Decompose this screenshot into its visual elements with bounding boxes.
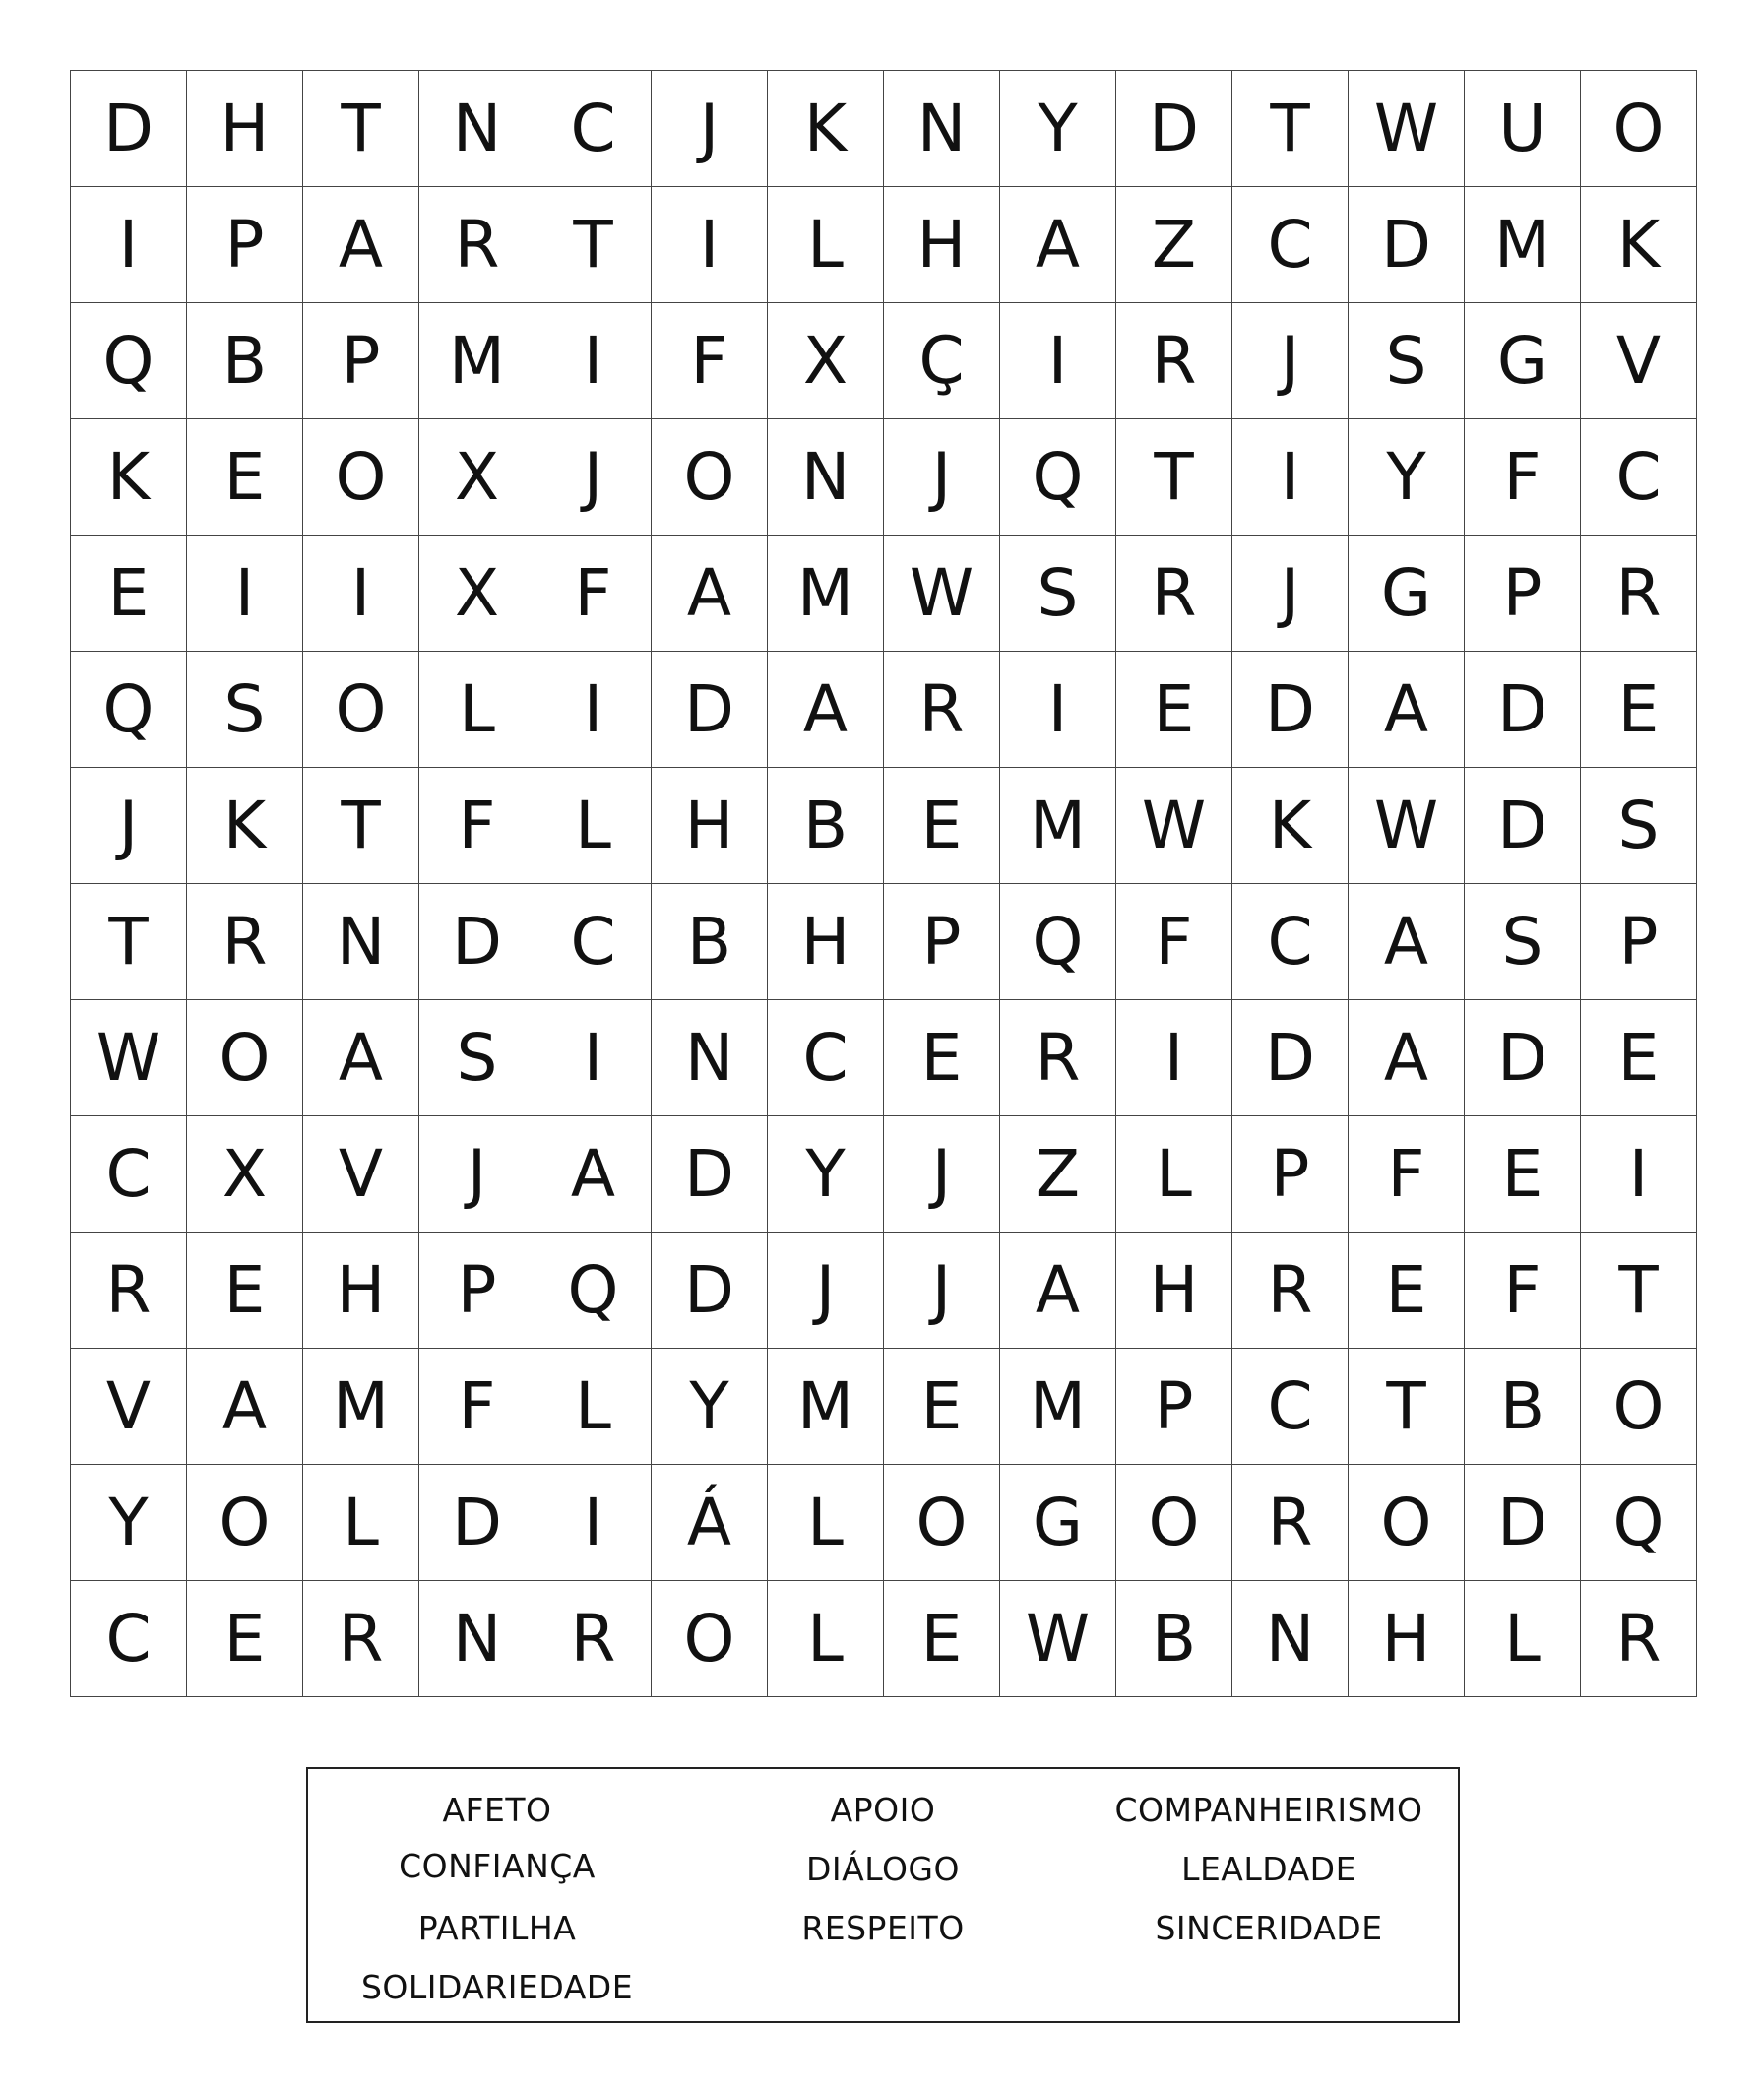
- grid-cell[interactable]: D: [1232, 652, 1349, 768]
- grid-cell[interactable]: N: [884, 71, 1000, 187]
- grid-cell[interactable]: N: [419, 1581, 536, 1697]
- grid-cell[interactable]: E: [1116, 652, 1232, 768]
- grid-cell[interactable]: K: [768, 71, 884, 187]
- grid-cell[interactable]: A: [187, 1349, 303, 1465]
- grid-cell[interactable]: O: [884, 1465, 1000, 1581]
- grid-cell[interactable]: G: [1000, 1465, 1116, 1581]
- grid-cell[interactable]: Y: [71, 1465, 187, 1581]
- word-apoio: APOIO: [830, 1791, 936, 1829]
- grid-cell[interactable]: J: [884, 1116, 1000, 1233]
- grid-cell[interactable]: A: [1349, 652, 1465, 768]
- grid-cell[interactable]: A: [1349, 884, 1465, 1000]
- grid-cell[interactable]: W: [1116, 768, 1232, 884]
- grid-cell[interactable]: C: [536, 71, 652, 187]
- grid-cell[interactable]: K: [1232, 768, 1349, 884]
- grid-cell[interactable]: I: [652, 187, 768, 303]
- grid-cell[interactable]: A: [536, 1116, 652, 1233]
- grid-cell[interactable]: I: [303, 536, 419, 652]
- grid-cell[interactable]: S: [1349, 303, 1465, 419]
- grid-cell[interactable]: I: [187, 536, 303, 652]
- grid-cell[interactable]: P: [1465, 536, 1581, 652]
- grid-cell[interactable]: Y: [1000, 71, 1116, 187]
- grid-cell[interactable]: V: [1581, 303, 1697, 419]
- grid-cell[interactable]: F: [1465, 419, 1581, 536]
- grid-cell[interactable]: R: [884, 652, 1000, 768]
- grid-cell[interactable]: H: [303, 1233, 419, 1349]
- grid-cell[interactable]: L: [303, 1465, 419, 1581]
- word-solidariedade: SOLIDARIEDADE: [360, 1968, 634, 2006]
- grid-cell[interactable]: A: [303, 1000, 419, 1116]
- grid-cell[interactable]: X: [187, 1116, 303, 1233]
- grid-cell[interactable]: T: [71, 884, 187, 1000]
- grid-cell[interactable]: B: [1116, 1581, 1232, 1697]
- grid-cell[interactable]: T: [1581, 1233, 1697, 1349]
- grid-cell[interactable]: H: [1349, 1581, 1465, 1697]
- grid-cell[interactable]: N: [652, 1000, 768, 1116]
- grid-cell[interactable]: C: [1232, 187, 1349, 303]
- grid-cell[interactable]: R: [1581, 536, 1697, 652]
- grid-cell[interactable]: A: [652, 536, 768, 652]
- grid-cell[interactable]: J: [71, 768, 187, 884]
- grid-cell[interactable]: N: [1232, 1581, 1349, 1697]
- grid-cell[interactable]: Y: [652, 1349, 768, 1465]
- grid-cell[interactable]: D: [71, 71, 187, 187]
- grid-cell[interactable]: T: [303, 768, 419, 884]
- grid-cell[interactable]: E: [71, 536, 187, 652]
- grid-cell[interactable]: I: [1116, 1000, 1232, 1116]
- grid-cell[interactable]: W: [884, 536, 1000, 652]
- grid-cell[interactable]: F: [1465, 1233, 1581, 1349]
- word-dialogo: DIÁLOGO: [806, 1850, 960, 1888]
- grid-cell[interactable]: I: [71, 187, 187, 303]
- grid-cell[interactable]: D: [1116, 71, 1232, 187]
- grid-cell[interactable]: R: [1581, 1581, 1697, 1697]
- grid-cell[interactable]: B: [187, 303, 303, 419]
- grid-cell[interactable]: T: [303, 71, 419, 187]
- grid-cell[interactable]: E: [187, 419, 303, 536]
- grid-cell[interactable]: M: [1465, 187, 1581, 303]
- grid-cell[interactable]: J: [1232, 536, 1349, 652]
- grid-cell[interactable]: B: [768, 768, 884, 884]
- grid-cell[interactable]: Q: [1000, 884, 1116, 1000]
- grid-cell[interactable]: E: [1581, 1000, 1697, 1116]
- grid-cell[interactable]: D: [1465, 1465, 1581, 1581]
- grid-cell[interactable]: M: [768, 536, 884, 652]
- grid-cell[interactable]: V: [71, 1349, 187, 1465]
- grid-cell[interactable]: E: [1349, 1233, 1465, 1349]
- grid-cell[interactable]: M: [1000, 768, 1116, 884]
- grid-cell[interactable]: O: [652, 419, 768, 536]
- word-partilha: PARTILHA: [417, 1909, 577, 1947]
- grid-cell[interactable]: D: [652, 652, 768, 768]
- grid-cell[interactable]: F: [1349, 1116, 1465, 1233]
- grid-cell[interactable]: X: [768, 303, 884, 419]
- word-respeito: RESPEITO: [801, 1909, 965, 1947]
- grid-cell[interactable]: R: [1116, 536, 1232, 652]
- grid-cell[interactable]: F: [652, 303, 768, 419]
- grid-cell[interactable]: A: [1000, 1233, 1116, 1349]
- grid-cell[interactable]: V: [303, 1116, 419, 1233]
- grid-cell[interactable]: L: [768, 1581, 884, 1697]
- grid-cell[interactable]: O: [187, 1465, 303, 1581]
- word-search-grid: [70, 70, 1697, 1697]
- grid-cell[interactable]: H: [884, 187, 1000, 303]
- grid-cell[interactable]: F: [419, 1349, 536, 1465]
- grid-cell[interactable]: W: [1349, 71, 1465, 187]
- grid-cell[interactable]: I: [536, 652, 652, 768]
- grid-cell[interactable]: A: [1349, 1000, 1465, 1116]
- grid-cell[interactable]: N: [768, 419, 884, 536]
- word-list-box: [306, 1767, 1460, 2023]
- grid-cell[interactable]: I: [1000, 303, 1116, 419]
- grid-cell[interactable]: C: [71, 1581, 187, 1697]
- grid-cell[interactable]: I: [1232, 419, 1349, 536]
- grid-cell[interactable]: N: [419, 71, 536, 187]
- grid-cell[interactable]: L: [536, 768, 652, 884]
- grid-cell[interactable]: T: [1349, 1349, 1465, 1465]
- grid-cell[interactable]: L: [1465, 1581, 1581, 1697]
- grid-cell[interactable]: S: [1581, 768, 1697, 884]
- grid-cell[interactable]: K: [71, 419, 187, 536]
- grid-cell[interactable]: K: [187, 768, 303, 884]
- grid-cell[interactable]: R: [419, 187, 536, 303]
- grid-cell[interactable]: D: [652, 1233, 768, 1349]
- grid-cell[interactable]: S: [187, 652, 303, 768]
- grid-cell[interactable]: C: [1232, 884, 1349, 1000]
- grid-cell[interactable]: H: [768, 884, 884, 1000]
- grid-cell[interactable]: J: [1232, 303, 1349, 419]
- grid-cell[interactable]: O: [1581, 71, 1697, 187]
- grid-cell[interactable]: G: [1465, 303, 1581, 419]
- grid-cell[interactable]: D: [1232, 1000, 1349, 1116]
- grid-cell[interactable]: T: [1116, 419, 1232, 536]
- grid-cell[interactable]: C: [1581, 419, 1697, 536]
- grid-cell[interactable]: R: [303, 1581, 419, 1697]
- grid-cell[interactable]: E: [884, 1581, 1000, 1697]
- grid-cell[interactable]: P: [1116, 1349, 1232, 1465]
- grid-cell[interactable]: O: [1349, 1465, 1465, 1581]
- grid-cell[interactable]: I: [1000, 652, 1116, 768]
- grid-cell[interactable]: B: [652, 884, 768, 1000]
- grid-cell[interactable]: O: [1581, 1349, 1697, 1465]
- grid-cell[interactable]: J: [536, 419, 652, 536]
- word-lealdade: LEALDADE: [1181, 1850, 1356, 1888]
- grid-cell[interactable]: R: [187, 884, 303, 1000]
- grid-cell[interactable]: O: [652, 1581, 768, 1697]
- grid-cell[interactable]: L: [536, 1349, 652, 1465]
- grid-cell[interactable]: E: [187, 1233, 303, 1349]
- grid-cell[interactable]: Z: [1116, 187, 1232, 303]
- grid-cell[interactable]: X: [419, 536, 536, 652]
- grid-cell[interactable]: O: [303, 652, 419, 768]
- grid-cell[interactable]: F: [419, 768, 536, 884]
- grid-cell[interactable]: C: [768, 1000, 884, 1116]
- grid-cell[interactable]: S: [1000, 536, 1116, 652]
- grid-cell[interactable]: E: [884, 1000, 1000, 1116]
- grid-cell[interactable]: R: [71, 1233, 187, 1349]
- grid-cell[interactable]: W: [1000, 1581, 1116, 1697]
- grid-cell[interactable]: J: [652, 71, 768, 187]
- grid-cell[interactable]: A: [768, 652, 884, 768]
- grid-cell[interactable]: C: [71, 1116, 187, 1233]
- grid-cell[interactable]: L: [419, 652, 536, 768]
- grid-cell[interactable]: S: [419, 1000, 536, 1116]
- grid-cell[interactable]: U: [1465, 71, 1581, 187]
- grid-cell[interactable]: K: [1581, 187, 1697, 303]
- grid-cell[interactable]: F: [1116, 884, 1232, 1000]
- grid-cell[interactable]: E: [884, 1349, 1000, 1465]
- grid-cell[interactable]: C: [1232, 1349, 1349, 1465]
- grid-cell[interactable]: J: [768, 1233, 884, 1349]
- grid-cell[interactable]: Q: [71, 652, 187, 768]
- grid-cell[interactable]: B: [1465, 1349, 1581, 1465]
- grid-cell[interactable]: I: [536, 1465, 652, 1581]
- grid-cell[interactable]: A: [1000, 187, 1116, 303]
- grid-cell[interactable]: R: [1000, 1000, 1116, 1116]
- grid-cell[interactable]: P: [884, 884, 1000, 1000]
- word-confianca: CONFIANÇA: [399, 1847, 596, 1885]
- grid-cell[interactable]: Y: [768, 1116, 884, 1233]
- grid-cell[interactable]: R: [1232, 1233, 1349, 1349]
- grid-cell[interactable]: H: [652, 768, 768, 884]
- grid-cell[interactable]: E: [1581, 652, 1697, 768]
- grid-cell[interactable]: Ç: [884, 303, 1000, 419]
- grid-cell[interactable]: D: [1349, 187, 1465, 303]
- grid-cell[interactable]: W: [1349, 768, 1465, 884]
- grid-cell[interactable]: T: [1232, 71, 1349, 187]
- grid-cell[interactable]: E: [187, 1581, 303, 1697]
- grid-cell[interactable]: L: [768, 187, 884, 303]
- grid-cell[interactable]: P: [187, 187, 303, 303]
- grid-cell[interactable]: D: [419, 884, 536, 1000]
- grid-cell[interactable]: P: [1581, 884, 1697, 1000]
- grid-cell[interactable]: D: [1465, 1000, 1581, 1116]
- grid-cell[interactable]: M: [303, 1349, 419, 1465]
- grid-cell[interactable]: T: [536, 187, 652, 303]
- grid-cell[interactable]: M: [1000, 1349, 1116, 1465]
- grid-cell[interactable]: Q: [1581, 1465, 1697, 1581]
- grid-cell[interactable]: M: [768, 1349, 884, 1465]
- grid-cell[interactable]: P: [303, 303, 419, 419]
- grid-cell[interactable]: Q: [536, 1233, 652, 1349]
- grid-cell[interactable]: E: [884, 768, 1000, 884]
- grid-cell[interactable]: Q: [1000, 419, 1116, 536]
- grid-cell[interactable]: J: [419, 1116, 536, 1233]
- grid-cell[interactable]: O: [187, 1000, 303, 1116]
- grid-cell[interactable]: H: [1116, 1233, 1232, 1349]
- grid-cell[interactable]: N: [303, 884, 419, 1000]
- grid-cell[interactable]: S: [1465, 884, 1581, 1000]
- word-companheirismo: COMPANHEIRISMO: [1114, 1791, 1423, 1829]
- grid-cell[interactable]: R: [1116, 303, 1232, 419]
- grid-cell[interactable]: W: [71, 1000, 187, 1116]
- grid-cell[interactable]: I: [536, 1000, 652, 1116]
- grid-cell[interactable]: H: [187, 71, 303, 187]
- grid-cell[interactable]: L: [768, 1465, 884, 1581]
- grid-cell[interactable]: G: [1349, 536, 1465, 652]
- grid-cell[interactable]: A: [303, 187, 419, 303]
- grid-cell[interactable]: R: [1232, 1465, 1349, 1581]
- word-afeto: AFETO: [442, 1791, 552, 1829]
- grid-cell[interactable]: I: [536, 303, 652, 419]
- grid-cell[interactable]: O: [1116, 1465, 1232, 1581]
- grid-cell[interactable]: J: [884, 1233, 1000, 1349]
- grid-cell[interactable]: O: [303, 419, 419, 536]
- grid-cell[interactable]: L: [1116, 1116, 1232, 1233]
- grid-cell[interactable]: Q: [71, 303, 187, 419]
- grid-cell[interactable]: Z: [1000, 1116, 1116, 1233]
- grid-cell[interactable]: M: [419, 303, 536, 419]
- grid-cell[interactable]: Á: [652, 1465, 768, 1581]
- grid-cell[interactable]: D: [652, 1116, 768, 1233]
- grid-cell[interactable]: D: [419, 1465, 536, 1581]
- grid-cell[interactable]: I: [1581, 1116, 1697, 1233]
- grid-cell[interactable]: P: [419, 1233, 536, 1349]
- grid-cell[interactable]: F: [536, 536, 652, 652]
- grid-cell[interactable]: D: [1465, 768, 1581, 884]
- grid-cell[interactable]: C: [536, 884, 652, 1000]
- grid-cell[interactable]: P: [1232, 1116, 1349, 1233]
- grid-cell[interactable]: X: [419, 419, 536, 536]
- grid-cell[interactable]: D: [1465, 652, 1581, 768]
- grid-cell[interactable]: J: [884, 419, 1000, 536]
- grid-cell[interactable]: E: [1465, 1116, 1581, 1233]
- grid-cell[interactable]: Y: [1349, 419, 1465, 536]
- word-sinceridade: SINCERIDADE: [1155, 1909, 1383, 1947]
- grid-cell[interactable]: R: [536, 1581, 652, 1697]
